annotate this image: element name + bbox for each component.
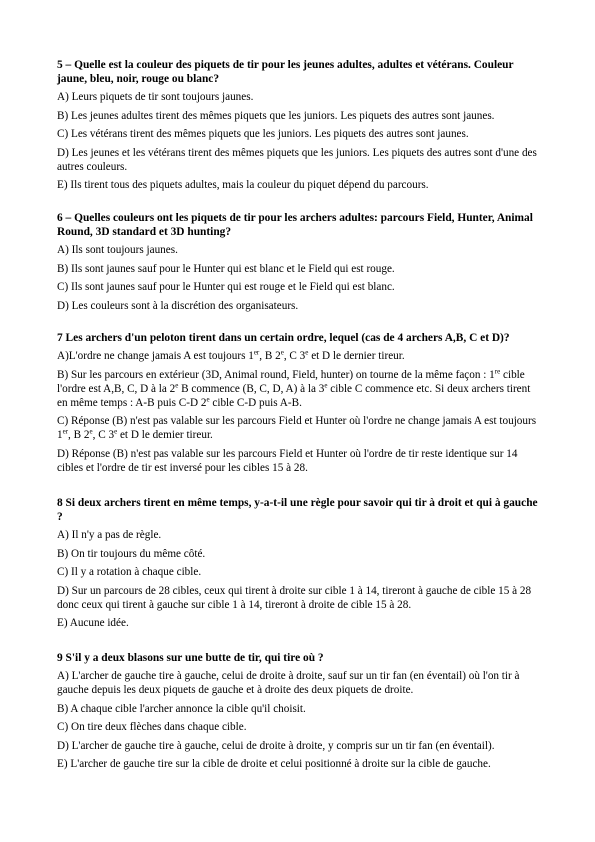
- question-6: [57, 211, 539, 317]
- answer-option: B) On tir toujours du même côté.: [57, 547, 206, 560]
- answer-option-b: B) Sur les parcours en extérieur (3D, Animal round, Field, hunter) on tourne de la même façon : 1re cible l'ordre est A,B, C, D à la 2e B commence (B, C, D, A) à la 3e cible C commence etc. Si deux archers tirent en même temps : A-B puis C-D 2e cible C-D puis A-B.: [57, 366, 531, 409]
- answer-option: E) L'archer de gauche tire sur la cible de droite et celui positionné à droite sur la cible de gauche.: [57, 758, 491, 771]
- answer-option: D) Sur un parcours de 28 cibles, ceux qui tirent à droite sur cible 1 à 14, tireront à gauche de cible 15 à 28 donc ceux qui tirent à gauche sur cible 1 à 14, tireront à droite de cible 15 à 28.: [57, 584, 532, 611]
- answer-option: A) L'archer de gauche tire à gauche, celui de droite à droite, sauf sur un tir fan (en éventail) où l'on tir à gauche depuis les deux piquets de gauche et à droite des deux piquets de droite.: [57, 670, 520, 696]
- answer-option: D) Les couleurs sont à la discrétion des organisateurs.: [57, 299, 299, 312]
- answer-option-a: A)L'ordre ne change jamais A est toujours 1er, B 2e, C 3e et D le dernier tireur.: [57, 348, 405, 362]
- question-title: 5 – Quelle est la couleur des piquets de tir pour les jeunes adultes, adultes et vétérans. Couleur jaune, bleu, noir, rouge ou blanc?: [57, 59, 514, 85]
- answer-option: C) Il y a rotation à chaque cible.: [57, 566, 202, 579]
- answer-option: D) Les jeunes et les vétérans tirent des mêmes piquets que les juniors. Les piquets des autres sont d'une des autres couleurs.: [57, 146, 537, 173]
- question-8: [57, 496, 539, 635]
- answer-option: B) A chaque cible l'archer annonce la cible qu'il choisit.: [57, 702, 306, 715]
- question-5: [57, 58, 539, 197]
- question-7: [57, 331, 539, 479]
- answer-option: B) Les jeunes adultes tirent des mêmes piquets que les juniors. Les piquets des autres sont jaunes.: [57, 109, 495, 122]
- question-title: 9 S'il y a deux blasons sur une butte de tir, qui tire où ?: [57, 652, 324, 664]
- answer-option: B) Ils sont jaunes sauf pour le Hunter qui est blanc et le Field qui est rouge.: [57, 262, 395, 275]
- answer-option: C) Ils sont jaunes sauf pour le Hunter qui est rouge et le Field qui est blanc.: [57, 281, 395, 294]
- question-title: 8 Si deux archers tirent en même temps, y-a-t-il une règle pour savoir qui tir à droit et qui à gauche ?: [57, 497, 538, 523]
- question-title: 6 – Quelles couleurs ont les piquets de tir pour les archers adultes: parcours Field, Hunter, Animal Round, 3D standard et 3D hunting?: [57, 212, 533, 238]
- answer-option: A) Ils sont toujours jaunes.: [57, 244, 178, 256]
- answer-option: E) Ils tirent tous des piquets adultes, mais la couleur du piquet dépend du parcours.: [57, 179, 429, 192]
- answer-option-c: C) Réponse (B) n'est pas valable sur les parcours Field et Hunter où l'ordre ne change jamais A est toujours 1er, B 2e, C 3e et D le demier tireur.: [57, 415, 537, 442]
- answer-option-d: D) Réponse (B) n'est pas valable sur les parcours Field et Hunter où l'ordre de tir reste identique sur 14 cibles et l'ordre de tir est inversé pour les cibles 15 à 28.: [57, 447, 518, 474]
- answer-option: C) On tire deux flèches dans chaque cible.: [57, 721, 247, 734]
- question-9: [57, 651, 539, 776]
- answer-option: C) Les vétérans tirent des mêmes piquets que les juniors. Les piquets des autres sont jaunes.: [57, 128, 469, 141]
- answer-option: E) Aucune idée.: [57, 617, 129, 630]
- answer-option: A) Leurs piquets de tir sont toujours jaunes.: [57, 91, 254, 103]
- answer-option: A) Il n'y a pas de règle.: [57, 529, 162, 541]
- answer-option: D) L'archer de gauche tire à gauche, celui de droite à droite, y compris sur un tir fan (en éventail).: [57, 739, 495, 752]
- question-title: 7 Les archers d'un peloton tirent dans un certain ordre, lequel (cas de 4 archers A,B, C et D)?: [57, 332, 510, 344]
